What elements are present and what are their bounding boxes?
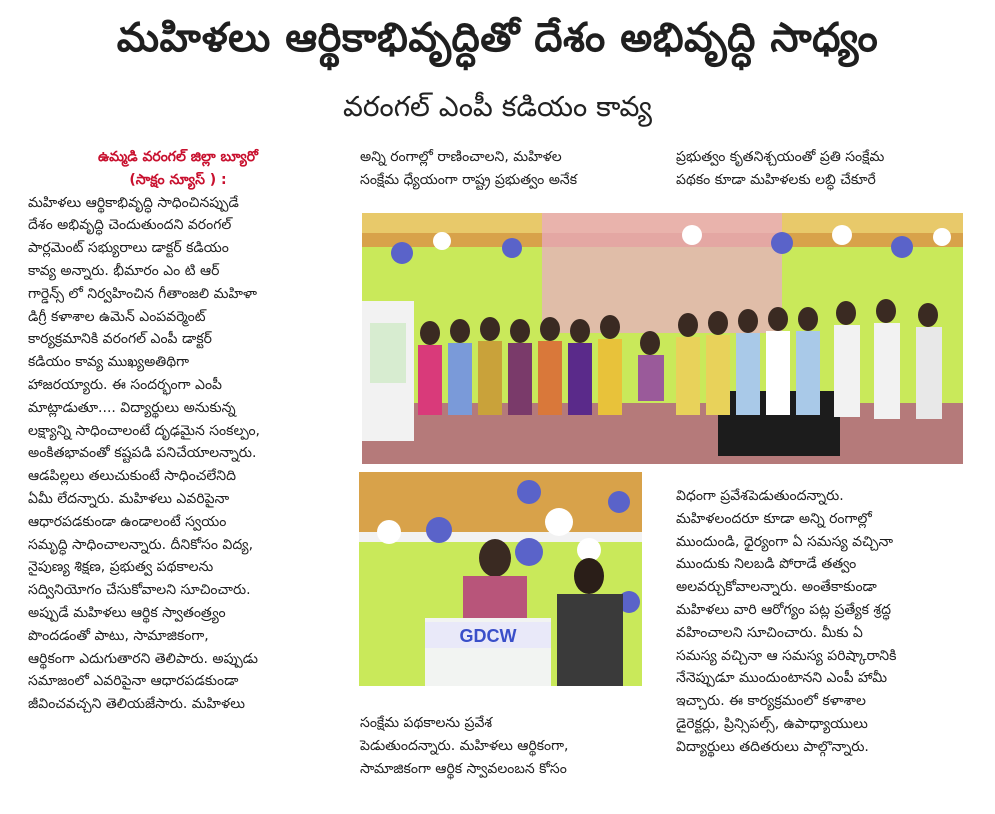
- body-line: దేశం అభివృద్ధి చెందుతుందని వరంగల్: [28, 217, 232, 234]
- headline: మహిళలు ఆర్థికాభివృద్ధితో దేశం అభివృద్ధి సాధ్యం: [116, 15, 879, 61]
- body-line: జీవించవచ్చని తెలియజేసారు. మహిళలు: [28, 696, 245, 713]
- column-3-top: [676, 146, 966, 192]
- body-line: పొందడంతో పాటు, సామాజికంగా,: [28, 627, 209, 644]
- body-line: అన్ని రంగాల్లో రాణించాలని, మహిళల: [360, 149, 562, 165]
- mp-speech-photo: [359, 472, 642, 686]
- body-line: సమృద్ధి సాధించాలన్నారు. దీనికోసం విద్య,: [28, 536, 254, 553]
- body-line: సంక్షేమ ధ్యేయంగా రాష్ట్ర ప్రభుత్వం అనేక: [360, 171, 578, 188]
- body-line: లక్ష్యాన్ని సాధించాలంటే దృఢమైన సంకల్పం,: [28, 422, 260, 439]
- body-line: విద్యార్థులు తదితరులు పాల్గొన్నారు.: [676, 738, 869, 755]
- body-line: డిగ్రీ కళాశాల ఉమెన్ ఎంపవర్మెంట్: [28, 308, 206, 325]
- body-line: హాజరయ్యారు. ఈ సందర్భంగా ఎంపీ: [28, 376, 223, 393]
- body-line: మహిళలు వారి ఆరోగ్యం పట్ల ప్రత్యేక శ్రద్ధ: [676, 601, 892, 618]
- body-line: పథకం కూడా మహిళలకు లబ్ధి చేకూరే: [676, 171, 876, 188]
- body-line: గార్డెన్స్ లో నిర్వహించిన గీతాంజలి మహిళా: [28, 285, 258, 302]
- byline-line-1: ఉమ్మడి వరంగల్ జిల్లా బ్యూరో: [97, 149, 259, 165]
- body-line: పార్లమెంట్ సభ్యురాలు డాక్టర్ కడియం: [28, 240, 229, 257]
- body-line: అంకితభావంతో కష్టపడి పనిచేయాలన్నారు.: [28, 445, 257, 462]
- body-line: సద్వినియోగం చేసుకోవాలని సూచించారు.: [28, 582, 251, 599]
- body-line: ఆర్థికంగా ఎదుగుతారని తెలిపారు. అప్పుడు: [28, 650, 259, 667]
- column-2-top: [360, 146, 650, 192]
- event-group-photo: [362, 213, 963, 464]
- body-line: సమస్య వచ్చినా ఆ సమస్య పరిష్కారానికి: [676, 647, 897, 664]
- column-2-bottom: [360, 712, 650, 780]
- body-line: సమాజంలో ఎవరిపైనా ఆధారపడకుండా: [28, 673, 239, 690]
- body-line: సంక్షేమ పథకాలను ప్రవేశ: [360, 715, 493, 731]
- podium-logo: GDCW: [459, 626, 517, 646]
- body-line: డైరెక్టర్లు, ప్రిన్సిపల్స్, ఉపాధ్యాయులు: [676, 715, 868, 732]
- column-1: [28, 146, 328, 716]
- body-line: విధంగా ప్రవేశపెడుతుందన్నారు.: [676, 488, 844, 504]
- body-line: ఏమీ లేదన్నారు. మహిళలు ఎవరిపైనా: [28, 490, 230, 507]
- body-line: నేనెప్పుడూ ముందుంటానని ఎంపీ హామీ: [676, 670, 888, 687]
- body-line: ముందుండి, ధైర్యంగా ఏ సమస్య వచ్చినా: [676, 533, 893, 550]
- body-line: అప్పుడే మహిళలు ఆర్థిక స్వాతంత్ర్యం: [28, 604, 226, 621]
- body-line: ఇచ్చారు. ఈ కార్యక్రమంలో కళాశాల: [676, 693, 866, 710]
- body-line: మహిళలు ఆర్థికాభివృద్ధి సాధించినప్పుడే: [28, 194, 239, 211]
- subheadline: వరంగల్ ఎంపీ కడియం కావ్య: [343, 90, 652, 123]
- body-line: ఆధారపడకుండా ఉండాలంటే స్వయం: [28, 513, 227, 530]
- body-line: సామాజికంగా ఆర్థిక స్వావలంబన కోసం: [360, 760, 567, 777]
- body-line: కావ్య అన్నారు. భీమారం ఎం టి ఆర్: [28, 262, 220, 279]
- body-line: ప్రభుత్వం కృతనిశ్చయంతో ప్రతి సంక్షేమ: [676, 149, 885, 165]
- body-line: మాట్లాడుతూ.... విద్యార్థులు అనుకున్న: [28, 399, 236, 416]
- body-line: వహించాలని సూచించారు. మీకు ఏ: [676, 624, 863, 641]
- body-line: నైపుణ్య శిక్షణ, ప్రభుత్వ పథకాలను: [28, 559, 214, 576]
- column-3-bottom: [676, 485, 966, 759]
- body-line: అలవర్చుకోవాలన్నారు. అంతేకాకుండా: [676, 579, 877, 596]
- body-line: మహిళలందరూ కూడా అన్ని రంగాల్లో: [676, 510, 872, 527]
- body-line: కడియం కావ్య ముఖ్యఅతిథిగా: [28, 354, 189, 371]
- body-line: కార్యక్రమానికి వరంగల్ ఎంపీ డాక్టర్: [28, 331, 212, 348]
- body-line: ముందుకు నిలబడి పోరాడే తత్వం: [676, 556, 857, 573]
- byline-line-2: (సాక్షం న్యూస్ ) :: [129, 171, 227, 188]
- body-line: ఆడపిల్లలు తలుచుకుంటే సాధించలేనిది: [28, 468, 236, 485]
- body-line: పెడుతుందన్నారు. మహిళలు ఆర్థికంగా,: [360, 737, 569, 754]
